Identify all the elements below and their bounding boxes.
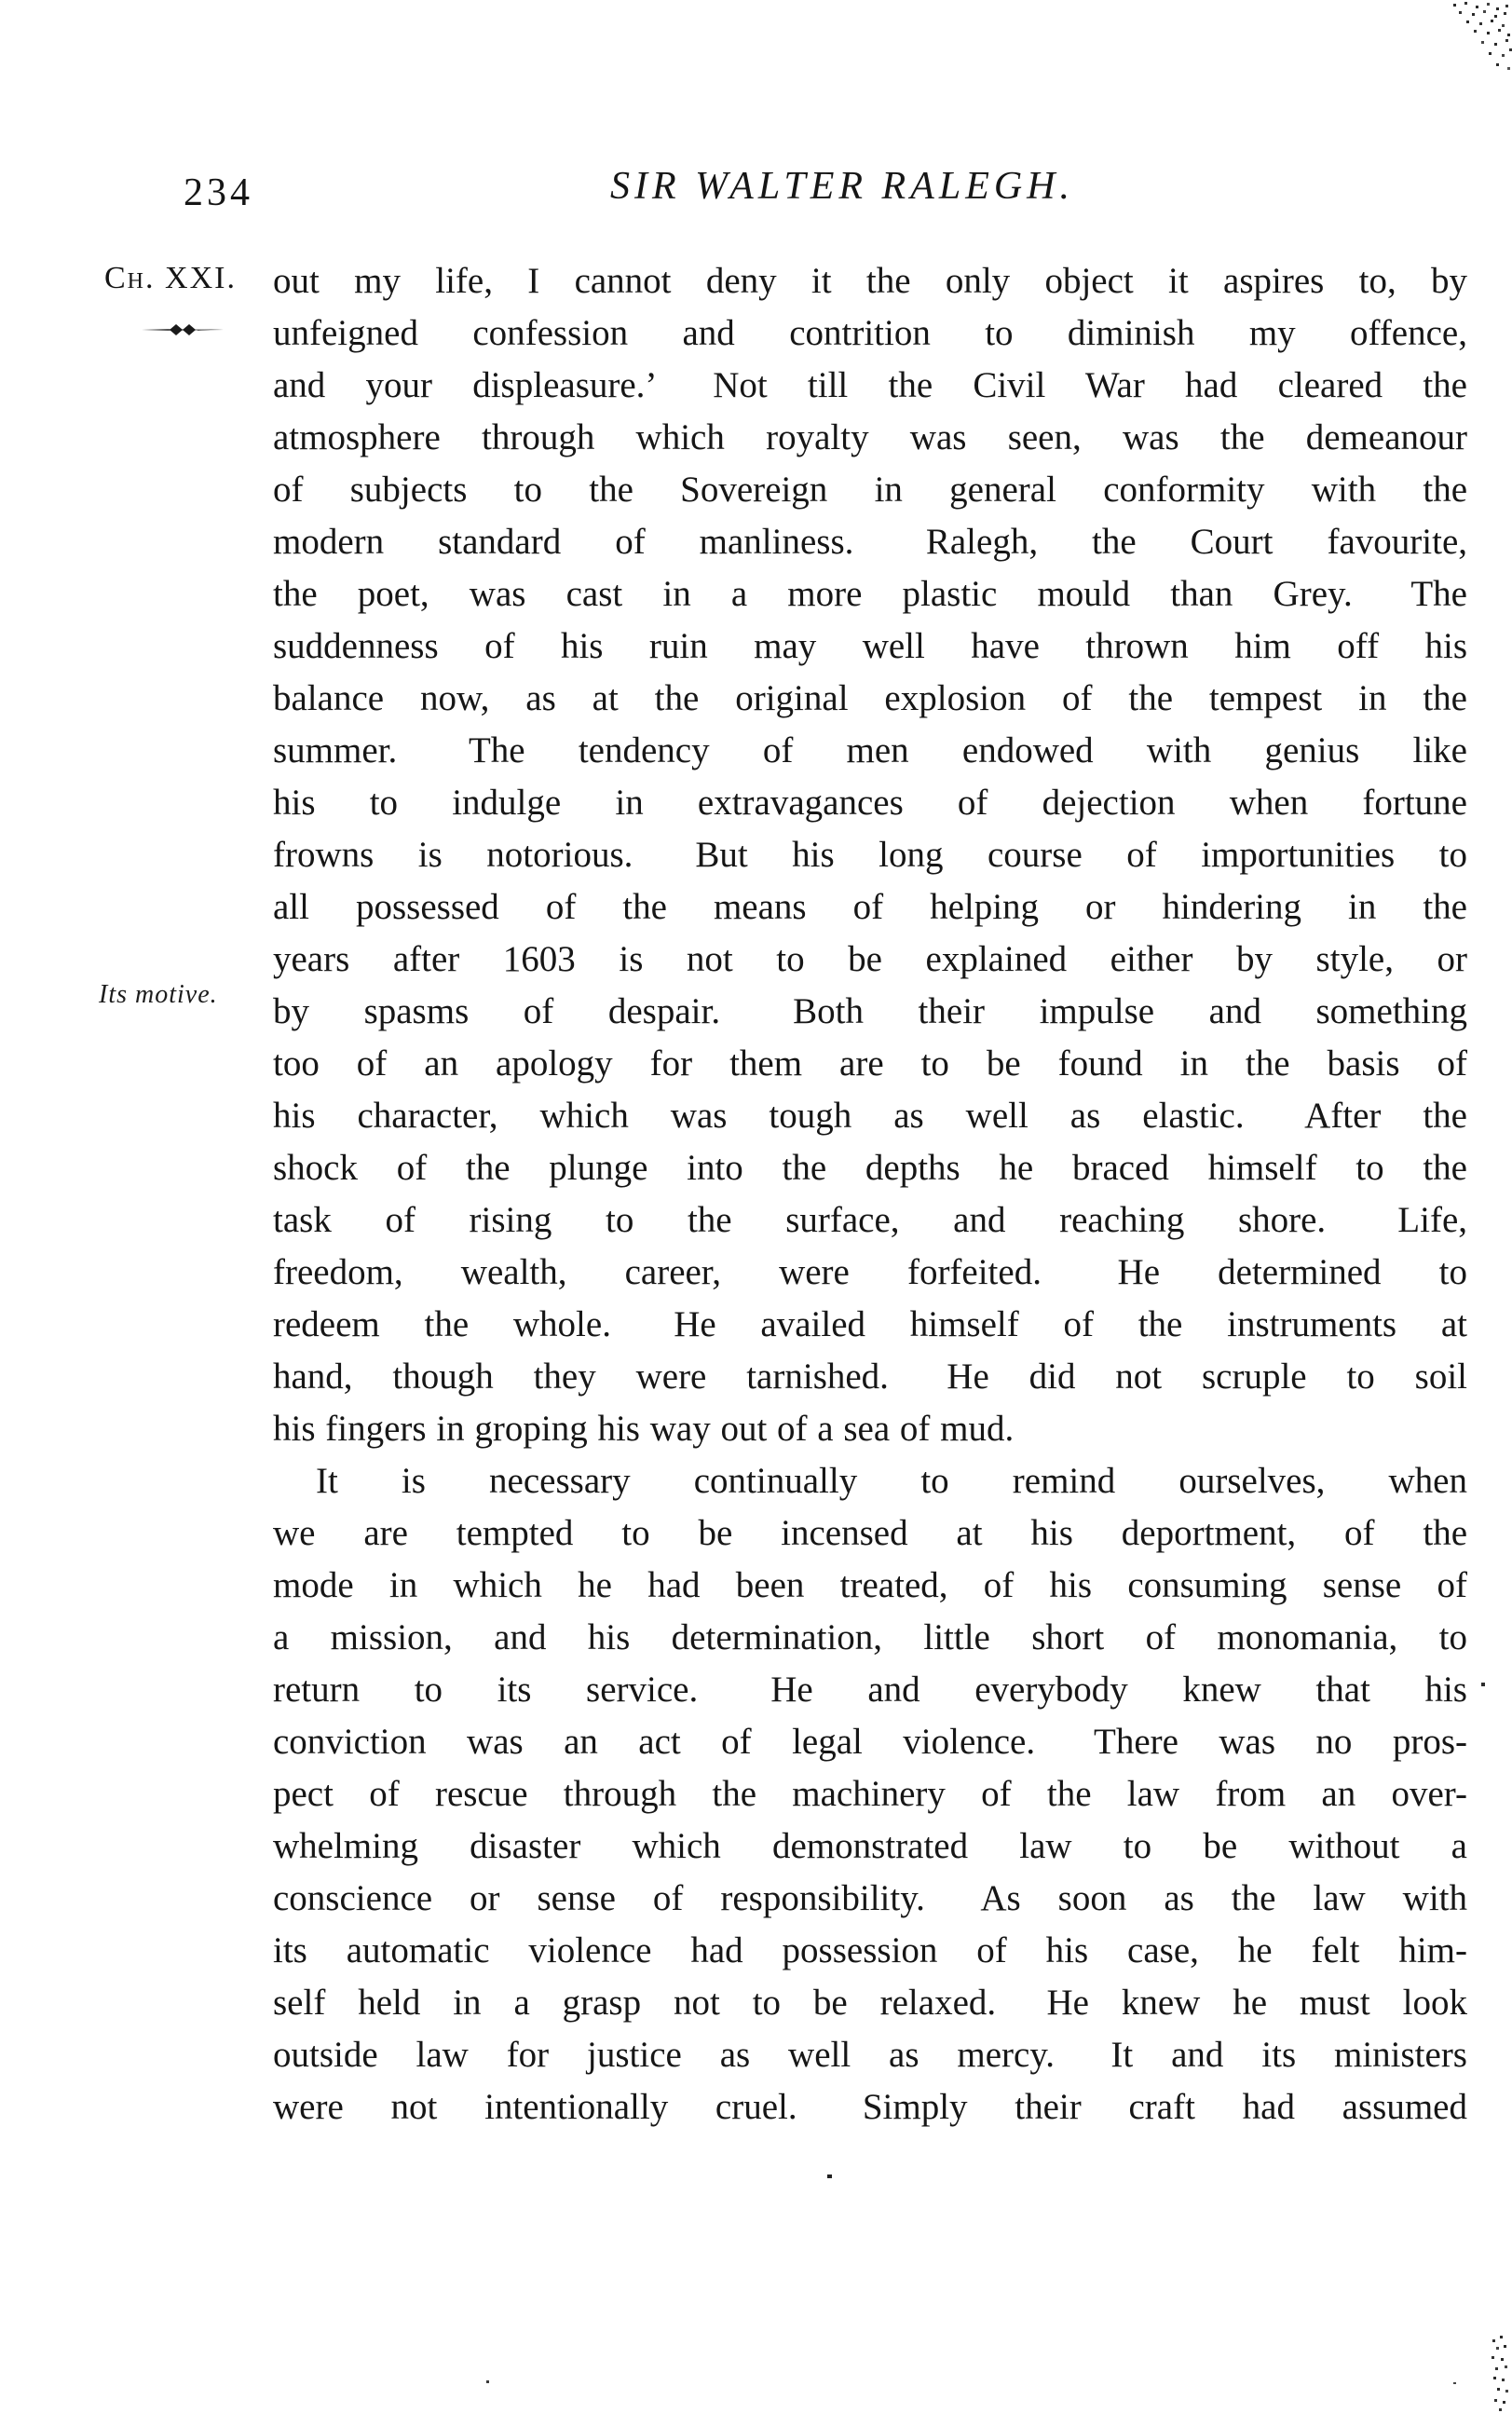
text-line: were not intentionally cruel. Simply their craft had assumed (273, 2087, 1467, 2127)
text-line: hand, though they were tarnished. He did not scruple to soil (273, 1356, 1467, 1397)
text-line: unfeigned confession and contrition to diminish my offence, (273, 313, 1467, 353)
text-line: modern standard of manliness. Ralegh, the Court favourite, (273, 522, 1467, 562)
tapered-rule-diamonds-icon (140, 322, 225, 342)
text-line: task of rising to the surface, and reaching shore. Life, (273, 1200, 1467, 1240)
text-line: its automatic violence had possession of his case, he felt him- (273, 1930, 1467, 1970)
side-note: Its motive. (99, 980, 218, 1009)
text-line: mode in which he had been treated, of his consuming sense of (273, 1565, 1467, 1605)
text-body (273, 255, 1467, 2134)
scan-noise-bottom-right (1489, 2334, 1492, 2337)
text-line: return to its service. He and everybody knew that his (273, 1670, 1467, 1710)
text-line: pect of rescue through the machinery of the law from an over- (273, 1774, 1467, 1814)
running-title: SIR WALTER RALEGH. (609, 165, 1075, 208)
text-line: conviction was an act of legal violence. There was no pros- (273, 1722, 1467, 1762)
scan-speck (1481, 1683, 1485, 1686)
scan-speck (1453, 2382, 1456, 2384)
text-line: shock of the plunge into the depths he braced himself to the (273, 1148, 1467, 1188)
text-line: too of an apology for them are to be found in the basis of (273, 1043, 1467, 1084)
scan-noise-top-right (1440, 0, 1443, 3)
text-line: redeem the whole. He availed himself of the instruments at (273, 1304, 1467, 1344)
text-line: out my life, I cannot deny it the only object it aspires to, by (273, 261, 1467, 301)
text-line: of subjects to the Sovereign in general conformity with the (273, 470, 1467, 510)
chapter-label: Ch. XXI. (104, 261, 237, 295)
text-line: outside law for justice as well as mercy. It and its ministers (273, 2035, 1467, 2075)
text-line: the poet, was cast in a more plastic mould than Grey. The (273, 574, 1467, 614)
text-line: and your displeasure.’ Not till the Civil War had cleared the (273, 365, 1467, 405)
page-number: 234 (184, 171, 253, 214)
text-line: It is necessary continually to remind ourselves, when (316, 1461, 1467, 1501)
text-line: his to indulge in extravagances of dejection when fortune (273, 783, 1467, 823)
text-line: frowns is notorious. But his long course of importunities to (273, 835, 1467, 875)
text-line: suddenness of his ruin may well have thrown him off his (273, 626, 1467, 666)
text-line: by spasms of despair. Both their impulse and something (273, 991, 1467, 1031)
text-line: atmosphere through which royalty was seen, was the demeanour (273, 417, 1467, 457)
text-line: summer. The tendency of men endowed with genius like (273, 730, 1467, 770)
text-line: self held in a grasp not to be relaxed. He knew he must look (273, 1983, 1467, 2023)
scan-speck (486, 2380, 489, 2383)
text-line: his character, which was tough as well as elastic. After the (273, 1096, 1467, 1136)
text-line: his fingers in groping his way out of a sea of mud. (273, 1409, 1015, 1449)
text-line: conscience or sense of responsibility. As soon as the law with (273, 1878, 1467, 1918)
text-line: freedom, wealth, career, were forfeited. He determined to (273, 1252, 1467, 1292)
text-line: a mission, and his determination, little short of monomania, to (273, 1617, 1467, 1657)
text-line: balance now, as at the original explosion of the tempest in the (273, 678, 1467, 718)
text-line: we are tempted to be incensed at his deportment, of the (273, 1513, 1467, 1553)
text-line: all possessed of the means of helping or hindering in the (273, 887, 1467, 927)
scan-speck (827, 2174, 832, 2178)
text-line: years after 1603 is not to be explained either by style, or (273, 939, 1467, 979)
text-line: whelming disaster which demonstrated law to be without a (273, 1826, 1467, 1866)
